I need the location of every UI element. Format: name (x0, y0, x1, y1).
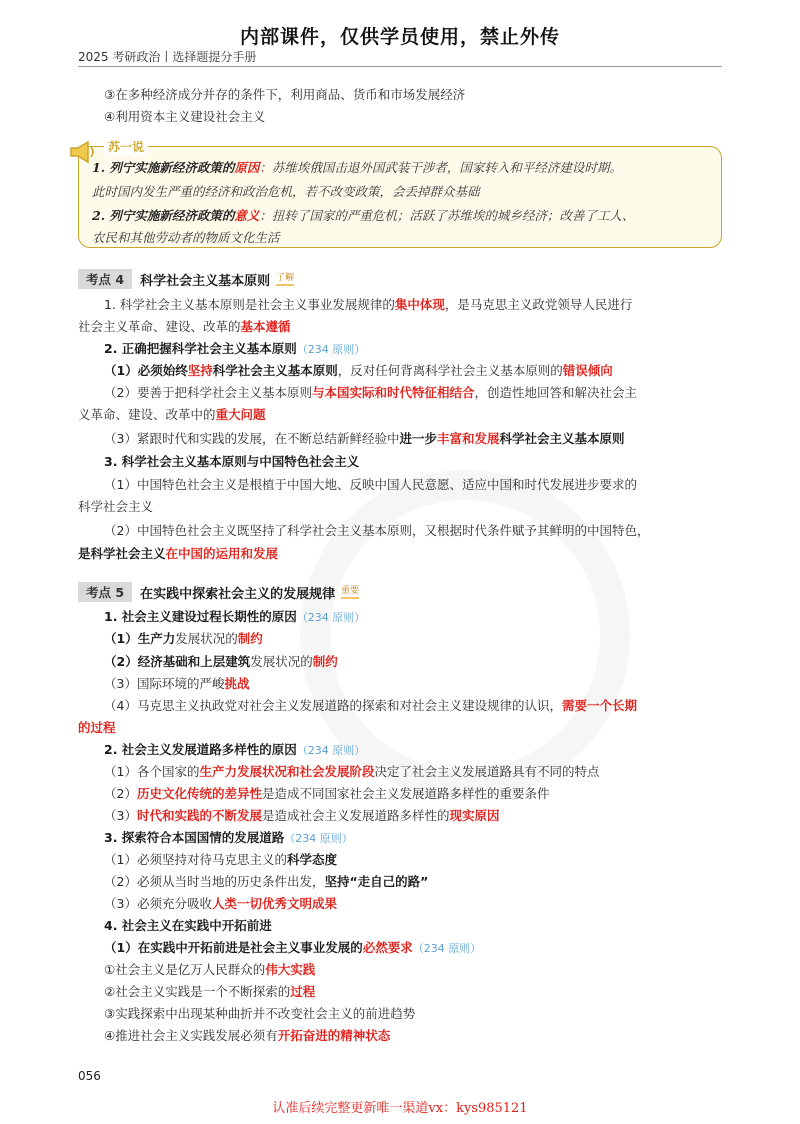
kd4-line: （1）中国特色社会主义是根植于中国大地、反映中国人民意愿、适应中国和时代发展进步要求的 (104, 477, 637, 492)
tip-line-3: 2. 列宁实施新经济政策的意义：扭转了国家的严重危机；活跃了苏维埃的城乡经济；改善了工人、 (92, 208, 635, 223)
banner-notice: 内部课件，仅供学员使用，禁止外传 (239, 26, 560, 48)
kd4-line: 科学社会主义 (78, 499, 154, 514)
kaodian-title: 科学社会主义基本原则 (140, 273, 271, 289)
kd4-line: 2. 正确把握科学社会主义基本原则（234 原则） (104, 341, 366, 356)
kd4-line: （2）要善于把科学社会主义基本原则与本国实际和时代特征相结合，创造性地回答和解决社会主 (104, 385, 637, 400)
tip-tag: 苏一说 (104, 138, 148, 155)
kd5-line: ③实践探索中出现某种曲折并不改变社会主义的前进趋势 (104, 1006, 416, 1021)
kaodian-4-heading (78, 269, 294, 289)
intro-item-3: ③在多种经济成分并存的条件下，利用商品、货币和市场发展经济 (104, 87, 466, 102)
kd4-line: （1）必须始终坚持科学社会主义基本原则，反对任何背离科学社会主义基本原则的错误倾向 (104, 363, 613, 378)
kd5-line: 2. 社会主义发展道路多样性的原因（234 原则） (104, 742, 366, 757)
book-subtitle: 2025 考研政治丨选择题提分手册 (78, 50, 257, 64)
kd5-line: （1）在实践中开拓前进是社会主义事业发展的必然要求（234 原则） (104, 940, 482, 955)
kd5-line: ④推进社会主义实践发展必须有开拓奋进的精神状态 (104, 1028, 391, 1043)
kd5-line: （1）必须坚持对待马克思主义的科学态度 (104, 852, 337, 867)
kaodian-label: 考点 4 (78, 269, 132, 289)
header-divider (78, 66, 722, 67)
kd5-line: ①社会主义是亿万人民群众的伟大实践 (104, 962, 316, 977)
kd4-line: （3）紧跟时代和实践的发展，在不断总结新鲜经验中进一步丰富和发展科学社会主义基本原则 (104, 431, 625, 446)
kd5-line: 1. 社会主义建设过程长期性的原因（234 原则） (104, 609, 366, 624)
kd4-line: 3. 科学社会主义基本原则与中国特色社会主义 (104, 454, 360, 469)
kd4-line: 1. 科学社会主义基本原则是社会主义事业发展规律的集中体现，是马克思主义政党领导人民进行 (104, 297, 633, 312)
kd5-line: 的过程 (78, 720, 116, 735)
intro-item-4: ④利用资本主义建设社会主义 (104, 109, 266, 124)
kaodian-title: 在实践中探索社会主义的发展规律 (140, 586, 336, 602)
kd5-line: 4. 社会主义在实践中开拓前进 (104, 918, 272, 933)
page-number: 056 (78, 1069, 101, 1083)
kd5-line: （3）国际环境的严峻挑战 (104, 676, 250, 691)
kd5-line: ②社会主义实践是一个不断探索的过程 (104, 984, 316, 999)
kd5-line: （2）历史文化传统的差异性是造成不同国家社会主义发展道路多样性的重要条件 (104, 786, 550, 801)
footer-channel-note: 认准后续完整更新唯一渠道vx：kys985121 (272, 1101, 528, 1116)
importance-badge: 重要 (341, 586, 359, 599)
kd4-line: 是科学社会主义在中国的运用和发展 (78, 546, 279, 561)
kd5-line: 3. 探索符合本国国情的发展道路（234 原则） (104, 830, 353, 845)
tip-line-4: 农民和其他劳动者的物质文化生活 (92, 230, 280, 245)
kd4-line: （2）中国特色社会主义既坚持了科学社会主义基本原则，又根据时代条件赋予其鲜明的中国特色， (104, 523, 650, 538)
importance-badge: 了解 (276, 273, 294, 286)
kd5-line: （3）时代和实践的不断发展是造成社会主义发展道路多样性的现实原因 (104, 808, 500, 823)
kd5-line: （3）必须充分吸收人类一切优秀文明成果 (104, 896, 337, 911)
kd4-line: 义革命、建设、改革中的重大问题 (78, 407, 266, 422)
kaodian-5-heading (78, 582, 359, 602)
kd5-line: （2）必须从当时当地的历史条件出发，坚持“走自己的路” (104, 874, 429, 889)
tip-line-2: 此时国内发生严重的经济和政治危机，若不改变政策，会丢掉群众基础 (92, 184, 480, 199)
kd5-line: （1）生产力发展状况的制约 (104, 631, 263, 646)
tip-line-1: 1. 列宁实施新经济政策的原因：苏维埃俄国击退外国武装干涉者，国家转入和平经济建设时期。 (92, 160, 622, 175)
kd4-line: 社会主义革命、建设、改革的基本遵循 (78, 319, 291, 334)
kd5-line: （4）马克思主义执政党对社会主义发展道路的探索和对社会主义建设规律的认识，需要一个长期 (104, 698, 637, 713)
kaodian-label: 考点 5 (78, 582, 132, 602)
kd5-line: （2）经济基础和上层建筑发展状况的制约 (104, 654, 338, 669)
kd5-line: （1）各个国家的生产力发展状况和社会发展阶段决定了社会主义发展道路具有不同的特点 (104, 764, 600, 779)
